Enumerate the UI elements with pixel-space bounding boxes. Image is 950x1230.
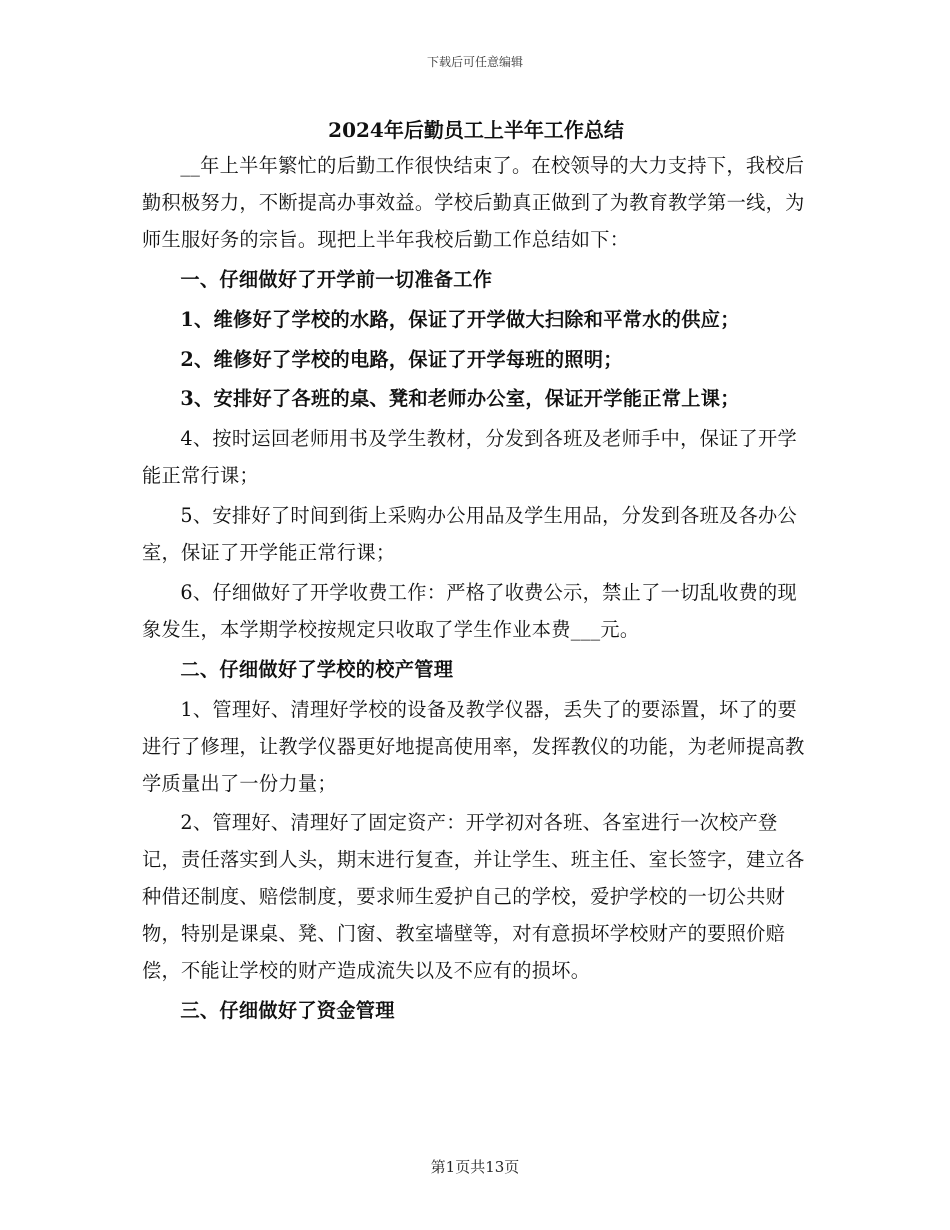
section-heading-3: 三、仔细做好了资金管理 <box>180 998 395 1022</box>
list-item-1-3: 3、安排好了各班的桌、凳和老师办公室，保证开学能正常上课； <box>180 387 740 411</box>
page-footer: 第1页共13页 <box>430 1158 520 1176</box>
section-heading-2: 二、仔细做好了学校的校产管理 <box>180 657 454 681</box>
list-item-1-2: 2、维修好了学校的电路，保证了开学每班的照明； <box>180 347 623 371</box>
document-title: 2024年后勤员工上半年工作总结 <box>328 118 624 142</box>
section-heading-1: 一、仔细做好了开学前一切准备工作 <box>180 267 493 291</box>
document-body <box>142 112 810 1030</box>
list-item-2-1: 1、管理好、清理好学校的设备及教学仪器，丢失了的要添置，坏了的要进行了修理，让教学仪器更好地提高使用率，发挥教仪的功能，为老师提高教学质量出了一份力量； <box>142 697 805 795</box>
page-header: 下载后可任意编辑 <box>426 55 523 69</box>
intro-paragraph: __年上半年繁忙的后勤工作很快结束了。在校领导的大力支持下，我校后勤积极努力，不断提高办事效益。学校后勤真正做到了为教育教学第一线，为师生服好务的宗旨。现把上半年我校后勤工作总结如下： <box>142 154 805 251</box>
list-item-1-1: 1、维修好了学校的水路，保证了开学做大扫除和平常水的供应； <box>180 307 740 331</box>
list-item-2-2: 2、管理好、清理好了固定资产：开学初对各班、各室进行一次校产登记，责任落实到人头，期末进行复查，并让学生、班主任、室长签字，建立各种借还制度、赔偿制度，要求师生爱护自己的学校，爱护学校的一切公共财物，特别是课桌、凳、门窗、教室墙壁等，对有意损坏学校财产的要照价赔偿，不能让学校的财产造成流失以及不应有的损坏。 <box>142 811 805 983</box>
list-item-1-6: 6、仔细做好了开学收费工作：严格了收费公示，禁止了一切乱收费的现象发生，本学期学校按规定只收取了学生作业本费___元。 <box>142 580 798 641</box>
list-item-1-4: 4、按时运回老师用书及学生教材，分发到各班及老师手中，保证了开学能正常行课； <box>142 427 798 488</box>
list-item-1-5: 5、安排好了时间到街上采购办公用品及学生用品，分发到各班及各办公室，保证了开学能正常行课； <box>142 504 798 565</box>
